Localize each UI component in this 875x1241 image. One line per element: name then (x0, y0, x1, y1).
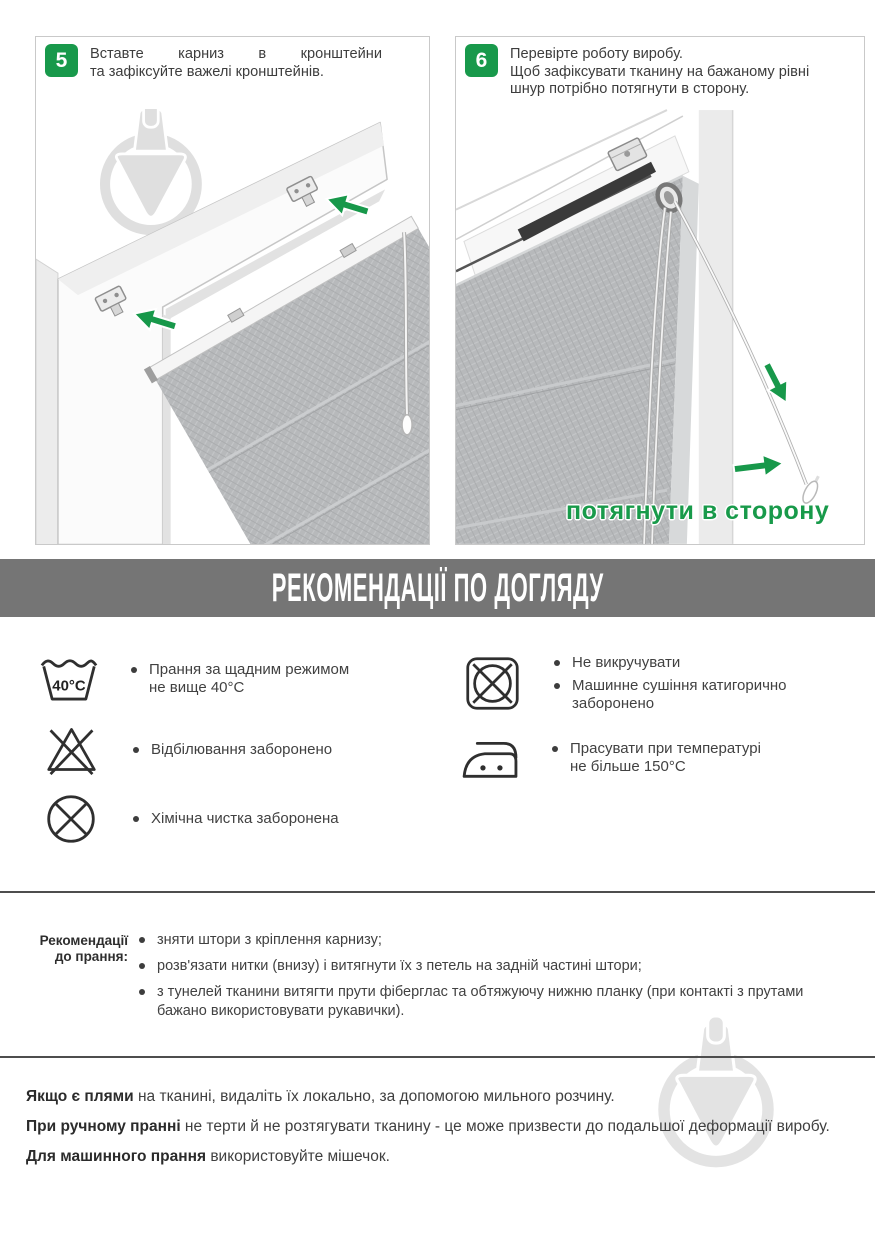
care-text: Прасувати при температурі не більше 150°С (570, 739, 761, 775)
no-wring-icon (463, 656, 521, 711)
step6-number-badge: 6 (465, 44, 498, 77)
green-arrow-icon (733, 452, 785, 480)
svg-text:40°C: 40°C (52, 677, 86, 695)
wall-edge (36, 259, 58, 544)
step5-header (45, 44, 425, 81)
list-item: розв'язати нитки (внизу) і витягнути їх з петель на задній частині штори; (139, 957, 857, 976)
step6-header (465, 44, 860, 99)
iron-150-icon (461, 733, 519, 782)
pull-aside-caption: потягнути в сторону (566, 497, 830, 525)
no-dry-clean-icon (42, 793, 100, 845)
frame-reveal-side (163, 314, 171, 544)
step6-text: Перевірте роботу виробу. Щоб зафіксувати тканину на бажаному рівні шнур потрібно потягнути в сторону. (510, 46, 810, 97)
footer-note: Якщо є плями на тканині, видаліть їх локально, за допомогою мильного розчину. (26, 1088, 615, 1105)
list-item: зняти штори з кріплення карнизу; (139, 931, 857, 950)
footer-notes (26, 1086, 856, 1176)
step5-illustration (36, 109, 429, 545)
care-item-no-dry-clean (42, 793, 339, 845)
care-banner (0, 559, 875, 617)
care-banner-title: РЕКОМЕНДАЦІЇ ПО ДОГЛЯДУ (271, 566, 604, 610)
care-text: Машинне сушіння катигорично заборонено (572, 677, 787, 712)
care-text: Не викручувати (572, 654, 681, 671)
footer-note: При ручному пранні не терти й не розтягувати тканину - це може призвести до подальшої деформації виробу. (26, 1118, 830, 1135)
brand-watermark-icon (105, 109, 197, 230)
care-item-no-wring (463, 654, 787, 713)
step6-panel (455, 36, 865, 545)
footer-note: Для машинного прання використовуйте мішечок. (26, 1148, 390, 1165)
no-bleach-icon (42, 724, 100, 775)
care-text: Відбілювання заборонено (151, 740, 333, 758)
washing-label: Рекомендації до прання: (39, 933, 128, 964)
wall-band (699, 110, 733, 544)
wash-40-icon (40, 655, 98, 702)
step5-text: Вставте карниз в кронштейни та зафіксуйте важелі кронштейнів. (90, 46, 382, 80)
care-item-wash-40 (40, 655, 349, 702)
care-text: Прання за щадним режимом не вище 40°С (149, 660, 350, 696)
care-item-iron-150 (461, 733, 761, 782)
cord-tassel (402, 415, 412, 435)
divider (0, 891, 875, 893)
divider (0, 1056, 875, 1058)
care-item-no-bleach (42, 724, 332, 775)
step5-number-badge: 5 (45, 44, 78, 77)
care-text: Хімічна чистка заборонена (151, 810, 339, 827)
list-item: з тунелей тканини витягти прути фіберглас та обтяжуючу нижню планку (при контакті з прутами бажано використовувати рукавички). (139, 983, 857, 1021)
step5-panel (35, 36, 430, 545)
washing-list (139, 931, 857, 1028)
step6-illustration (456, 109, 864, 545)
